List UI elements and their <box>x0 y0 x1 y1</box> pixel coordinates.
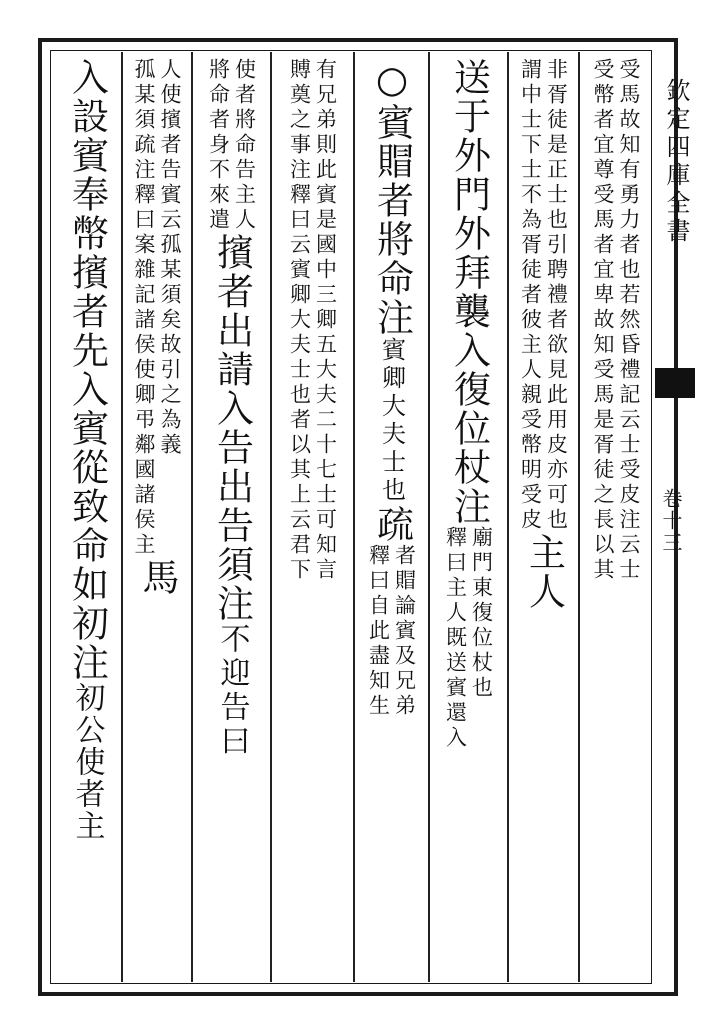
main-text: 送于外門外拜襲入復位杖注 <box>447 58 491 526</box>
annotation-line: 謂中士下士不為胥徒者彼主人親受幣明受皮 <box>518 58 543 533</box>
main-text: 馬 <box>136 558 179 597</box>
annotation-line: 受幣者宜尊受馬者宜卑故知受馬是胥徒之長以其 <box>591 58 615 583</box>
book-title: 欽定四庫全書 <box>662 78 690 246</box>
text-column-6 <box>193 58 270 978</box>
annotation-line: 初公使者主 <box>69 682 105 842</box>
fish-tail-mark <box>655 368 695 398</box>
annotation-line: 賓卿大夫士也 <box>377 337 406 505</box>
volume-label: 卷十三 <box>659 488 683 554</box>
annotation-line: 者賵論賓及兄弟 <box>392 544 417 719</box>
main-text: 主人 <box>522 533 566 611</box>
text-column-7 <box>123 58 191 978</box>
annotation-line: 使者將命告主人 <box>232 58 257 233</box>
annotation-line: 非胥徒是正士也引聘禮者欲見此用皮亦可也 <box>544 58 569 533</box>
main-text: 入設賓奉幣擯者先入賓從致命如初注 <box>65 58 109 682</box>
annotation-line: 不迎告曰 <box>214 623 250 759</box>
text-column-3 <box>430 58 507 978</box>
text-column-2 <box>509 58 578 978</box>
annotation-line: 人使擯者告賓云孤某須矣故引之為義 <box>158 58 182 458</box>
main-text: 疏 <box>370 505 414 544</box>
annotation-line: 受馬故知有勇力者也若然昏禮記云士受皮注云士 <box>617 58 641 583</box>
annotation-line: 孤某須疏注釋曰案雜記諸侯使卿弔鄰國諸侯主 <box>132 58 156 558</box>
annotation-line: 廟門東復位杖也 <box>469 526 494 701</box>
text-column-1 <box>580 58 652 978</box>
main-text: 擯者出請入告出告須注 <box>210 233 254 623</box>
text-column-5 <box>272 58 353 978</box>
annotation-line: 將命者身不來遣 <box>206 58 231 233</box>
annotation-line: 釋曰主人既送賓還入 <box>443 526 468 751</box>
annotation-line: 釋曰自此盡知生 <box>366 544 391 719</box>
page-fold-edge <box>655 58 695 998</box>
text-column-4 <box>355 58 428 978</box>
annotation-line: 賻奠之事注釋曰云賓卿大夫士也者以其上云君下 <box>287 58 312 583</box>
main-text: ○賓賵者將命注 <box>370 58 414 337</box>
annotation-line: 有兄弟則此賓是國中三卿五大夫二十七士可知言 <box>313 58 338 583</box>
text-column-8 <box>52 58 121 978</box>
